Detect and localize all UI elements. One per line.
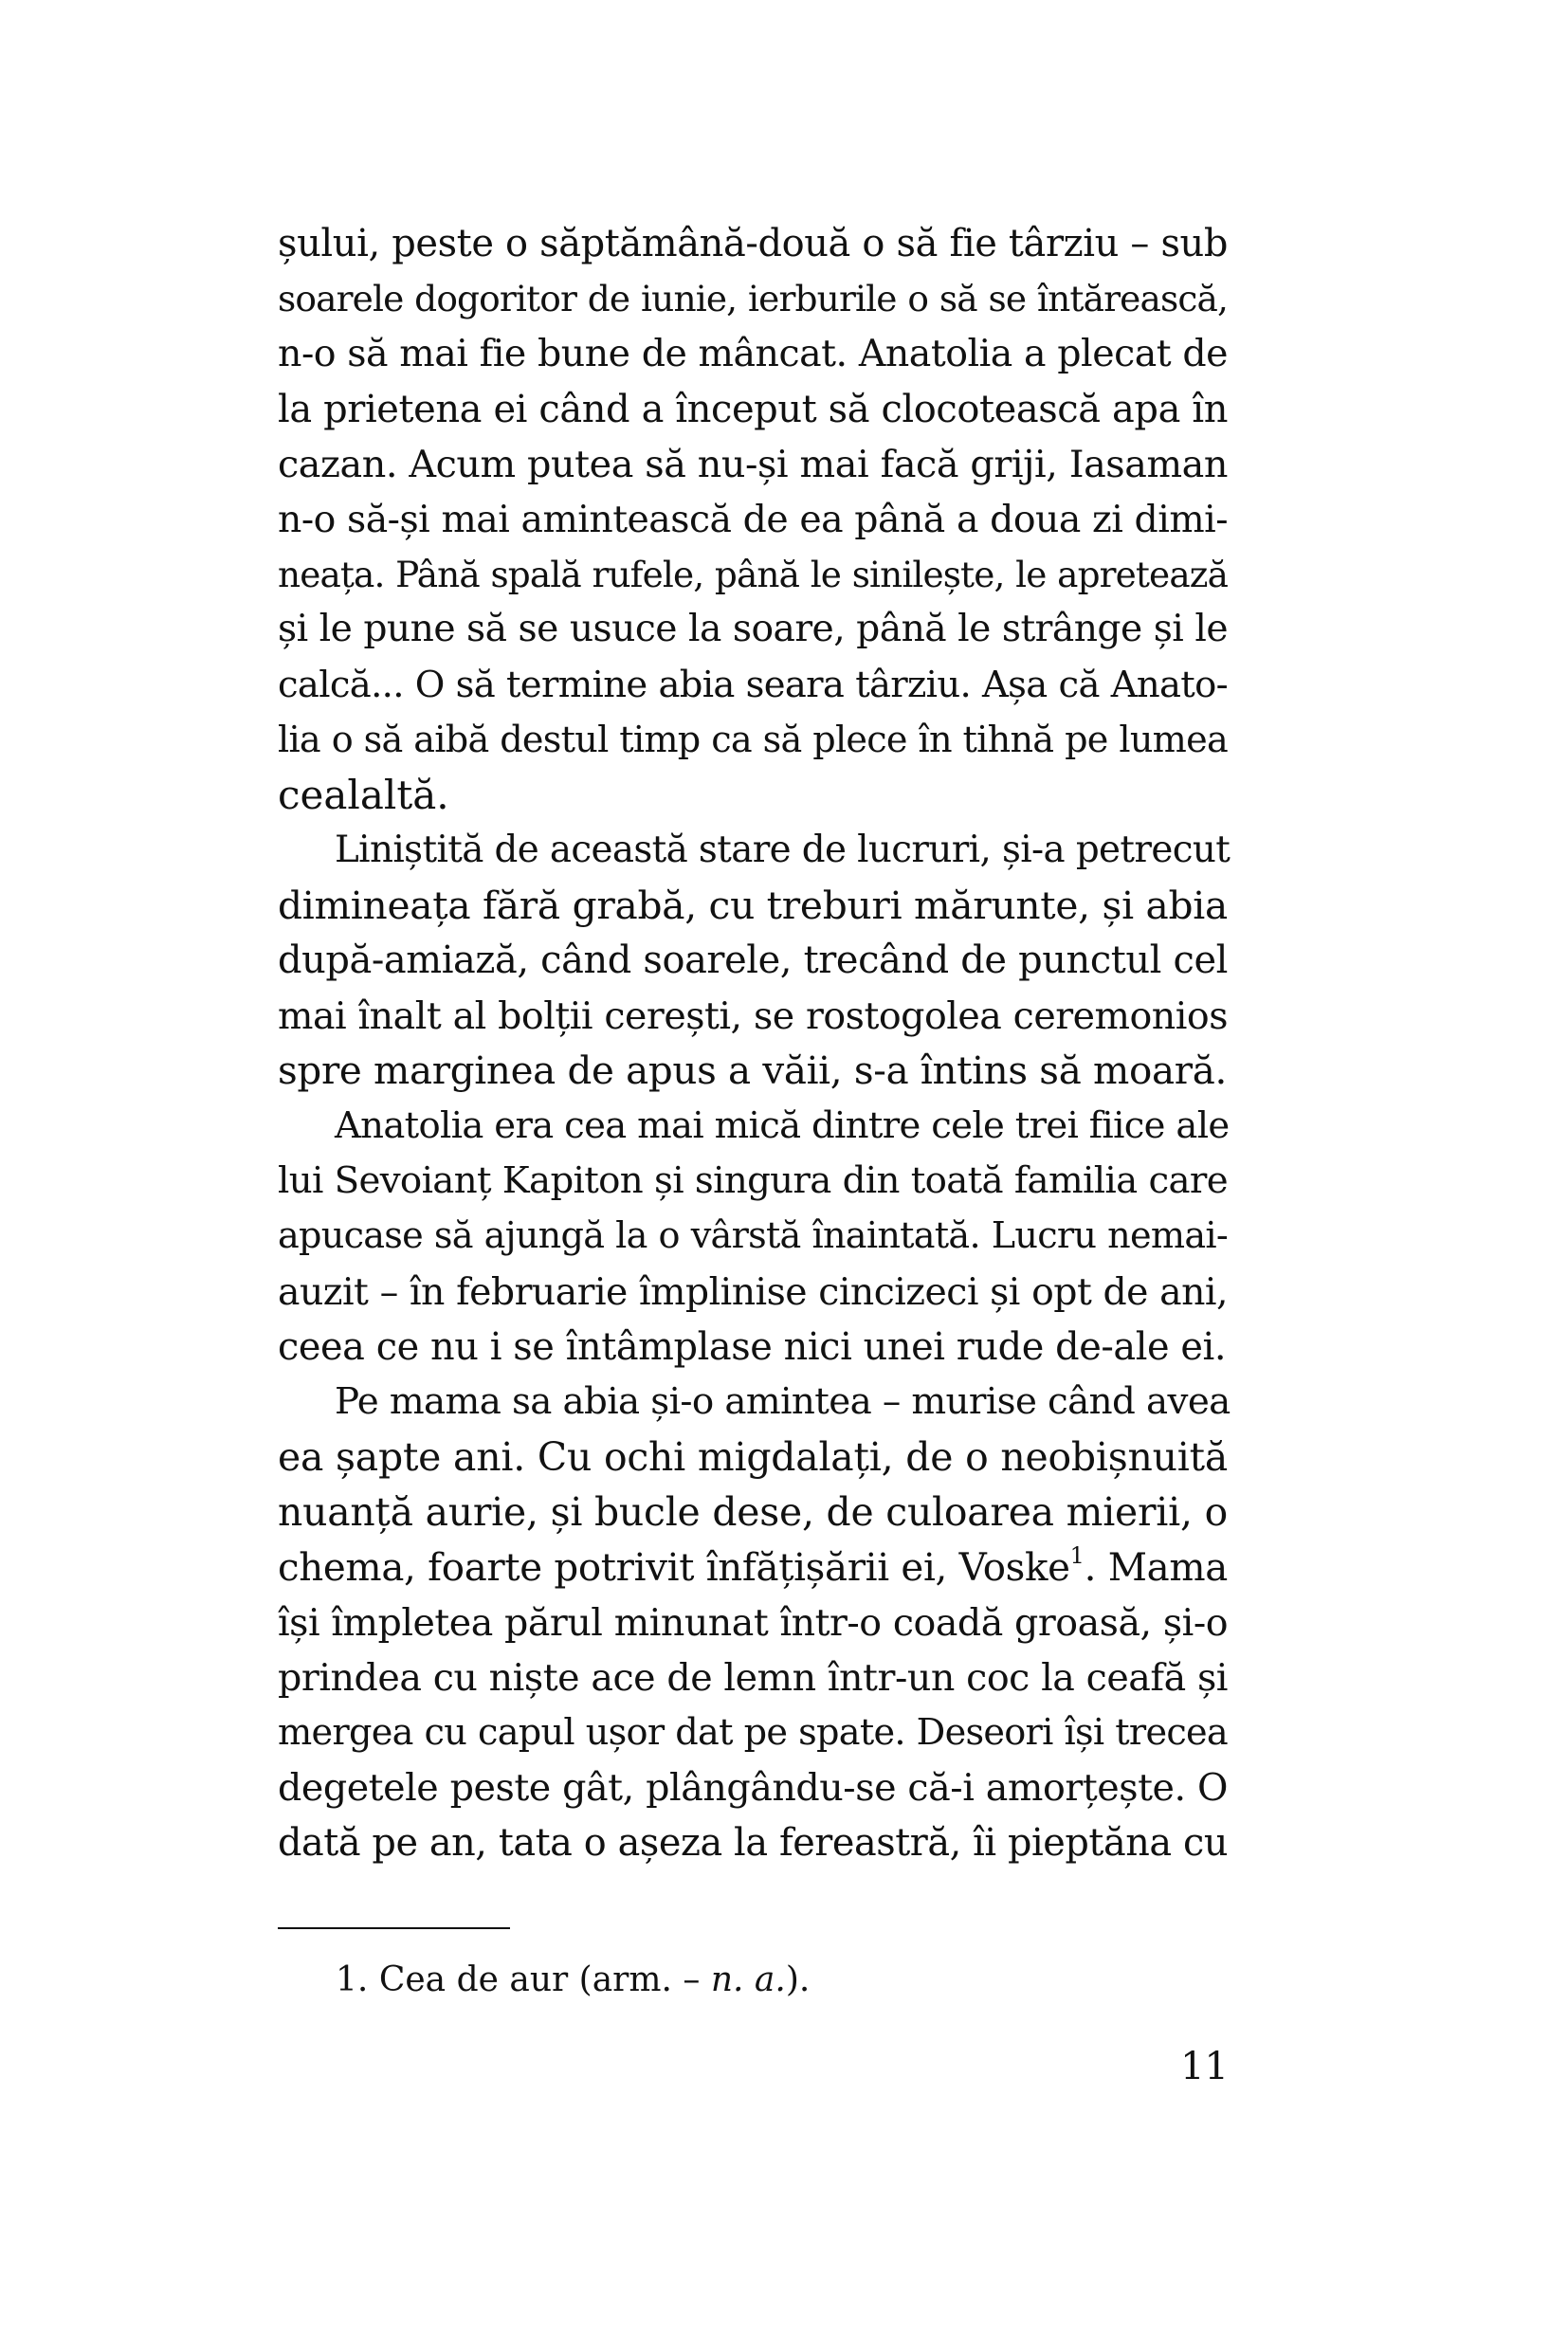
footnote-text: Cea de aur (arm. – <box>378 1960 701 1999</box>
text-line: dimineața fără grabă, cu treburi mărunte, și abia <box>278 883 1228 929</box>
footnote-marker[interactable]: 1 <box>1069 1541 1085 1569</box>
text-line: n-o să mai fie bune de mâncat. Anatolia a plecat de <box>278 332 1228 376</box>
text-line: la prietena ei când a început să clocotească apa în <box>278 387 1228 431</box>
paragraph-1 <box>278 216 1228 823</box>
text-line: prindea cu niște ace de lemn într-un coc la ceafă și <box>278 1655 1228 1700</box>
footnote-italic: n. a. <box>710 1960 786 1999</box>
text-line: lia o să aibă destul timp ca să plece în tihnă pe lumea <box>278 719 1228 761</box>
body-text <box>278 216 1231 1871</box>
footnote <box>336 1957 810 2004</box>
text-line: cealaltă. <box>278 771 449 818</box>
text-line: șului, peste o săptămână-două o să fie târziu – sub <box>278 222 1228 265</box>
text-line: Pe mama sa abia și-o amintea – murise când avea <box>335 1379 1231 1423</box>
text-line-with-footnote <box>278 1540 1228 1595</box>
text-line: lui Sevoianț Kapiton și singura din toată familia care <box>278 1159 1228 1203</box>
footnote-divider <box>278 1927 510 1929</box>
text-line: își împletea părul minunat într-o coadă groasă, și-o <box>278 1600 1228 1645</box>
text-line: spre marginea de apus a văii, s-a întins să moară. <box>278 1048 1228 1093</box>
page-number: 11 <box>1180 2045 1229 2088</box>
text-line: și le pune să se usuce la soare, până le strânge și le <box>278 608 1228 651</box>
text-line: apucase să ajungă la o vârstă înaintată. Lucru nemai- <box>278 1215 1228 1258</box>
text-line: ceea ce nu i se întâmplase nici unei rude de-ale ei. <box>278 1324 1227 1369</box>
text-line: calcă... O să termine abia seara târziu. Așa că Anato- <box>278 663 1228 706</box>
footnote-number: 1. <box>336 1960 369 1999</box>
text-segment: chema, foarte potrivit înfățișării ei, Voske <box>278 1544 1070 1590</box>
paragraph-2 <box>278 823 1231 1099</box>
text-line: auzit – în februarie împlinise cincizeci și opt de ani, <box>278 1269 1228 1314</box>
text-line: n-o să-și mai amintească de ea până a doua zi dimi- <box>278 497 1228 541</box>
paragraph-4 <box>278 1375 1231 1871</box>
text-line: după-amiază, când soarele, trecând de punctul cel <box>278 939 1228 983</box>
text-line: mai înalt al bolții cerești, se rostogolea ceremonios <box>278 993 1228 1038</box>
footnote-closing: ). <box>785 1960 811 1999</box>
text-line: mergea cu capul ușor dat pe spate. Deseori își trecea <box>278 1712 1228 1755</box>
text-line: soarele dogoritor de iunie, ierburile o să se întărească, <box>278 278 1228 320</box>
text-line: Anatolia era cea mai mică dintre cele trei fiice ale <box>335 1104 1230 1147</box>
text-line: neața. Până spală rufele, până le sinilește, le apretează <box>278 554 1228 596</box>
text-segment: . Mama <box>1084 1544 1228 1590</box>
text-line: degetele peste gât, plângându-se că-i amorțește. O <box>278 1766 1228 1811</box>
paragraph-3 <box>278 1099 1228 1375</box>
text-line: ea șapte ani. Cu ochi migdalați, de o neobișnuită <box>278 1434 1228 1481</box>
text-line: Liniștită de această stare de lucruri, și-a petrecut <box>335 829 1231 872</box>
text-line: nuanță aurie, și bucle dese, de culoarea mierii, o <box>278 1489 1228 1536</box>
text-line: cazan. Acum putea să nu-și mai facă griji, Iasaman <box>278 442 1228 486</box>
text-line: dată pe an, tata o așeza la fereastră, îi pieptăna cu <box>278 1821 1228 1866</box>
